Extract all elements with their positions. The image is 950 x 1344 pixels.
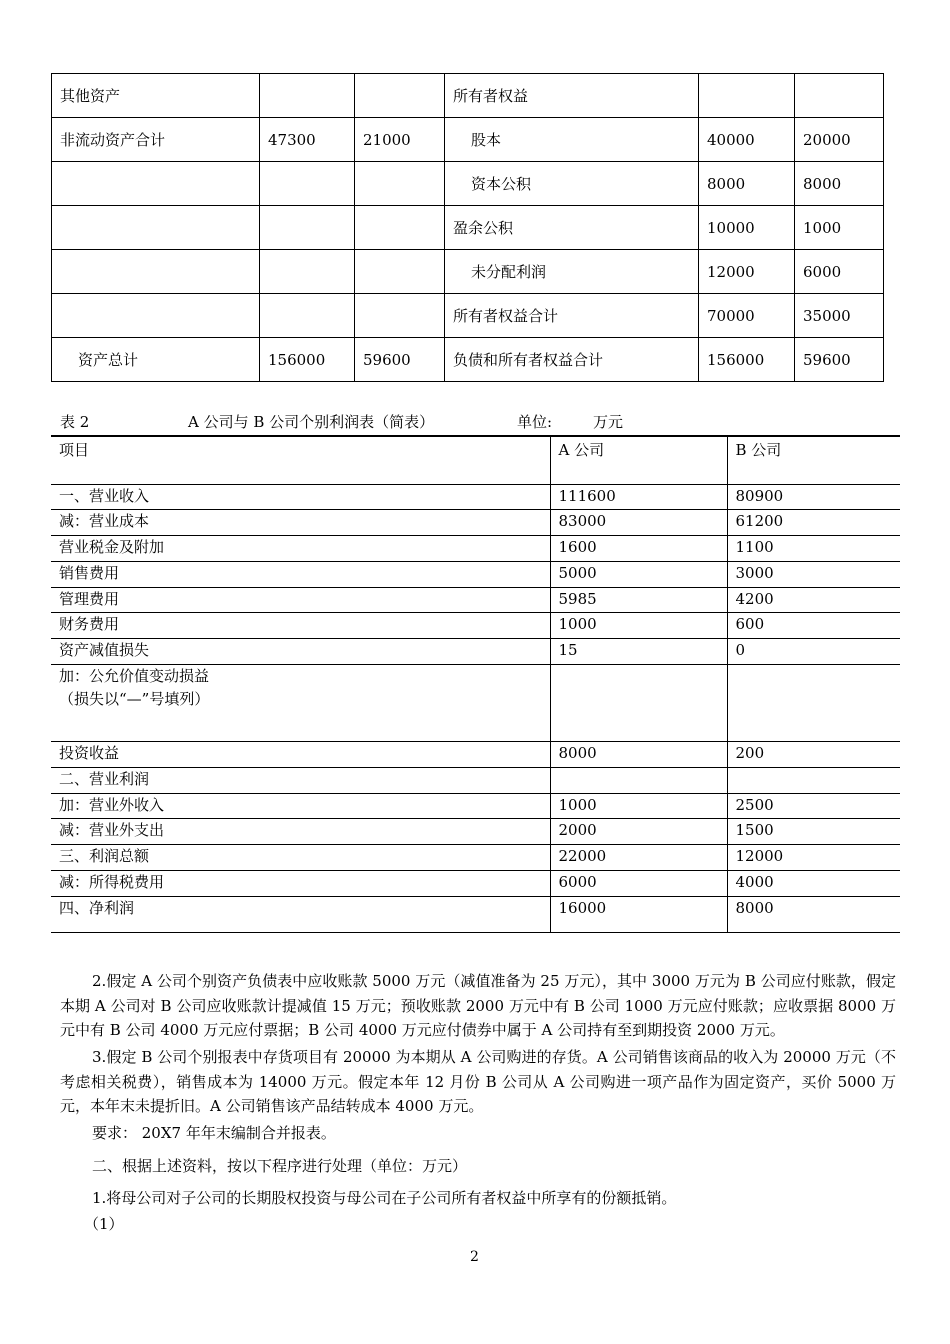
- income-row: [51, 536, 900, 562]
- left-item: [52, 294, 260, 338]
- left-b-value: [355, 250, 445, 294]
- income-a-value: 8000: [550, 742, 727, 768]
- income-item: [51, 665, 550, 742]
- right-b-value: 35000: [795, 294, 884, 338]
- income-item: 四、净利润: [51, 896, 550, 932]
- income-item: 销售费用: [51, 561, 550, 587]
- left-b-value: 59600: [355, 338, 445, 382]
- income-a-value: 1000: [550, 613, 727, 639]
- income-row: [51, 793, 900, 819]
- section-2-heading: 二、根据上述资料，按以下程序进行处理（单位：万元）: [92, 1157, 468, 1175]
- income-a-value: 1000: [550, 793, 727, 819]
- income-item: 投资收益: [51, 742, 550, 768]
- income-b-value: 200: [727, 742, 900, 768]
- income-row: [51, 665, 900, 742]
- income-row: [51, 871, 900, 897]
- income-item: 营业税金及附加: [51, 536, 550, 562]
- income-b-value: 8000: [727, 896, 900, 932]
- right-b-value: 6000: [795, 250, 884, 294]
- left-b-value: [355, 74, 445, 118]
- sub-item-1: （1）: [84, 1215, 124, 1233]
- right-item: 所有者权益: [445, 74, 699, 118]
- income-row: [51, 484, 900, 510]
- left-b-value: 21000: [355, 118, 445, 162]
- income-a-value: 111600: [550, 484, 727, 510]
- income-row: [51, 561, 900, 587]
- left-a-value: [260, 294, 355, 338]
- income-b-value: 4000: [727, 871, 900, 897]
- income-b-value: 0: [727, 639, 900, 665]
- income-row: [51, 587, 900, 613]
- table2-unit: 万元: [593, 413, 624, 431]
- step-1-line: 1.将母公司对子公司的长期股权投资与母公司在子公司所有者权益中所享有的份额抵销。: [92, 1189, 677, 1207]
- income-statement-table: [51, 435, 900, 933]
- page-number: 2: [470, 1249, 479, 1265]
- income-row: [51, 819, 900, 845]
- left-b-value: [355, 162, 445, 206]
- right-item: 未分配利润: [445, 250, 699, 294]
- balance-row: [52, 206, 884, 250]
- right-b-value: [795, 74, 884, 118]
- table2-label: 表 2: [60, 413, 90, 431]
- left-item: [52, 162, 260, 206]
- income-row: [51, 742, 900, 768]
- right-a-value: 70000: [699, 294, 795, 338]
- income-item: 二、营业利润: [51, 767, 550, 793]
- income-row: [51, 613, 900, 639]
- right-item: 盈余公积: [445, 206, 699, 250]
- right-a-value: 156000: [699, 338, 795, 382]
- left-a-value: [260, 162, 355, 206]
- header-item: 项目: [51, 436, 550, 484]
- income-b-value: 600: [727, 613, 900, 639]
- income-item-line2: （损失以“—”号填列）: [59, 690, 210, 709]
- table2-unit-label: 单位:: [517, 413, 553, 431]
- income-a-value: 83000: [550, 510, 727, 536]
- right-item: 资本公积: [445, 162, 699, 206]
- income-item: 加：营业外收入: [51, 793, 550, 819]
- balance-row: [52, 162, 884, 206]
- right-b-value: 1000: [795, 206, 884, 250]
- income-row: [51, 896, 900, 932]
- income-item: 一、营业收入: [51, 484, 550, 510]
- left-item: 非流动资产合计: [52, 118, 260, 162]
- right-item: 股本: [445, 118, 699, 162]
- income-a-value: 2000: [550, 819, 727, 845]
- income-b-value: 4200: [727, 587, 900, 613]
- income-b-value: 80900: [727, 484, 900, 510]
- header-a-company: A 公司: [550, 436, 727, 484]
- balance-row: [52, 294, 884, 338]
- income-b-value: 2500: [727, 793, 900, 819]
- income-a-value: 22000: [550, 845, 727, 871]
- income-b-value: 12000: [727, 845, 900, 871]
- income-a-value: 1600: [550, 536, 727, 562]
- income-item: 三、利润总额: [51, 845, 550, 871]
- income-b-value: 3000: [727, 561, 900, 587]
- table2-title: A 公司与 B 公司个别利润表（简表）: [188, 413, 435, 431]
- income-b-value: 61200: [727, 510, 900, 536]
- income-item: 资产减值损失: [51, 639, 550, 665]
- income-a-value: [550, 665, 727, 742]
- income-b-value: 1500: [727, 819, 900, 845]
- balance-row: [52, 338, 884, 382]
- income-item: 减：所得税费用: [51, 871, 550, 897]
- left-a-value: [260, 206, 355, 250]
- right-a-value: 40000: [699, 118, 795, 162]
- income-a-value: 15: [550, 639, 727, 665]
- balance-row: [52, 74, 884, 118]
- left-a-value: [260, 250, 355, 294]
- left-item: [52, 206, 260, 250]
- income-item: 财务费用: [51, 613, 550, 639]
- left-a-value: 156000: [260, 338, 355, 382]
- left-a-value: 47300: [260, 118, 355, 162]
- left-item: 资产总计: [52, 338, 260, 382]
- income-b-value: [727, 767, 900, 793]
- left-item: [52, 250, 260, 294]
- balance-row: [52, 118, 884, 162]
- income-row: [51, 510, 900, 536]
- income-a-value: 16000: [550, 896, 727, 932]
- income-row: [51, 845, 900, 871]
- paragraph-3: 3.假定 B 公司个别报表中存货项目有 20000 为本期从 A 公司购进的存货。A 公司销售该商品的收入为 20000 万元（不考虑相关税费），销售成本为 14000 万元。假定本年 12 月份 B 公司从 A 公司购进一项产品作为固定资产，买价 5000 万元，本年末未提折旧。A 公司销售该产品结转成本 4000 万元。: [60, 1048, 896, 1115]
- header-b-company: B 公司: [727, 436, 900, 484]
- balance-row: [52, 250, 884, 294]
- income-row: [51, 767, 900, 793]
- income-a-value: 5000: [550, 561, 727, 587]
- left-a-value: [260, 74, 355, 118]
- right-b-value: 59600: [795, 338, 884, 382]
- income-row: [51, 639, 900, 665]
- income-item: 减：营业外支出: [51, 819, 550, 845]
- right-a-value: 8000: [699, 162, 795, 206]
- balance-sheet-table: [51, 73, 884, 382]
- income-a-value: 6000: [550, 871, 727, 897]
- right-item: 负债和所有者权益合计: [445, 338, 699, 382]
- requirement-line: 要求： 20X7 年年末编制合并报表。: [92, 1124, 336, 1142]
- income-a-value: 5985: [550, 587, 727, 613]
- right-a-value: 12000: [699, 250, 795, 294]
- income-item: 减：营业成本: [51, 510, 550, 536]
- left-b-value: [355, 206, 445, 250]
- right-a-value: [699, 74, 795, 118]
- table2-header-row: [51, 436, 900, 484]
- paragraph-2: 2.假定 A 公司个别资产负债表中应收账款 5000 万元（减值准备为 25 万元），其中 3000 万元为 B 公司应付账款，假定本期 A 公司对 B 公司应收账款计提减值 15 万元；预收账款 2000 万元中有 B 公司 1000 万元应付账款；应收票据 8000 万元中有 B 公司 4000 万元应付票据；B 公司 4000 万元应付债券中属于 A 公司持有至到期投资 2000 万元。: [60, 972, 896, 1039]
- left-item: 其他资产: [52, 74, 260, 118]
- income-b-value: 1100: [727, 536, 900, 562]
- income-a-value: [550, 767, 727, 793]
- left-b-value: [355, 294, 445, 338]
- right-a-value: 10000: [699, 206, 795, 250]
- right-b-value: 20000: [795, 118, 884, 162]
- income-item: 管理费用: [51, 587, 550, 613]
- income-b-value: [727, 665, 900, 742]
- right-item: 所有者权益合计: [445, 294, 699, 338]
- right-b-value: 8000: [795, 162, 884, 206]
- income-item-line1: 加：公允价值变动损益: [59, 667, 210, 686]
